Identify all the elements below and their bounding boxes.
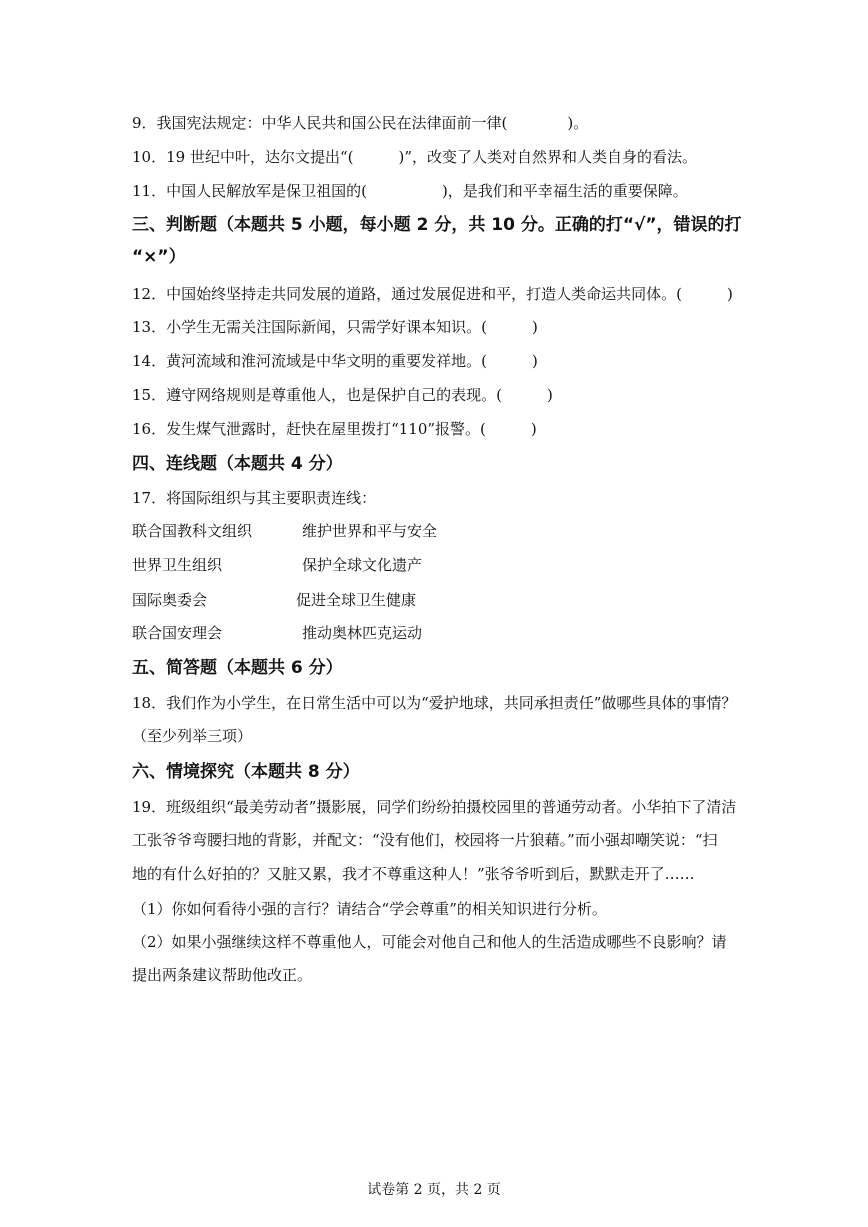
section-6-heading: 六、情境探究（本题共 8 分） (132, 762, 360, 782)
question-19-sub-1: （1）你如何看待小强的言行？请结合“学会尊重”的相关知识进行分析。 (132, 900, 607, 918)
question-9: 9．我国宪法规定：中华人民共和国公民在法律面前一律( )。 (132, 114, 589, 132)
section-3-heading: 三、判断题（本题共 5 小题，每小题 2 分，共 10 分。正确的打“√”，错误的打 (132, 215, 742, 235)
match-right-2: 保护全球文化遗产 (302, 556, 423, 574)
question-17: 17．将国际组织与其主要职责连线： (132, 489, 377, 507)
question-14: 14．黄河流域和淮河流域是中华文明的重要发祥地。( ) (132, 352, 538, 370)
match-right-3: 促进全球卫生健康 (296, 591, 417, 609)
question-19-sub-2: （2）如果小强继续这样不尊重他人，可能会对他自己和他人的生活造成哪些不良影响？请 (132, 933, 727, 951)
question-12: 12．中国始终坚持走共同发展的道路，通过发展促进和平，打造人类命运共同体。( ) (132, 285, 733, 303)
match-right-4: 推动奥林匹克运动 (302, 624, 423, 642)
question-18-note: （至少列举三项） (132, 727, 253, 745)
question-11: 11．中国人民解放军是保卫祖国的( )，是我们和平幸福生活的重要保障。 (132, 182, 688, 200)
question-15: 15．遵守网络规则是尊重他人，也是保护自己的表现。( ) (132, 386, 553, 404)
section-5-heading: 五、简答题（本题共 6 分） (132, 658, 343, 678)
question-13: 13．小学生无需关注国际新闻，只需学好课本知识。( ) (132, 318, 538, 336)
match-left-4: 联合国安理会 (132, 624, 223, 642)
question-16: 16．发生煤气泄露时，赶快在屋里拨打“110”报警。( ) (132, 420, 537, 438)
question-19-line-3: 地的有什么好拍的？又脏又累，我才不尊重这种人！”张爷爷听到后，默默走开了…… (132, 865, 695, 883)
question-19-line-1: 19．班级组织“最美劳动者”摄影展，同学们纷纷拍摄校园里的普通劳动者。小华拍下了清洁 (132, 798, 737, 816)
question-10: 10．19 世纪中叶，达尔文提出“( )”，改变了人类对自然界和人类自身的看法。 (132, 148, 697, 166)
match-left-3: 国际奥委会 (132, 591, 208, 609)
question-19-line-2: 工张爷爷弯腰扫地的背影，并配文：“没有他们，校园将一片狼藉。”而小强却嘲笑说：“扫 (132, 831, 718, 849)
match-left-1: 联合国教科文组织 (132, 522, 253, 540)
section-3-heading-cont: “×”） (132, 247, 186, 267)
section-4-heading: 四、连线题（本题共 4 分） (132, 454, 343, 474)
question-19-sub-2-cont: 提出两条建议帮助他改正。 (132, 966, 313, 984)
match-left-2: 世界卫生组织 (132, 556, 223, 574)
match-right-1: 维护世界和平与安全 (302, 522, 438, 540)
question-18: 18．我们作为小学生，在日常生活中可以为“爱护地球，共同承担责任”做哪些具体的事情？ (132, 694, 737, 712)
page-footer: 试卷第 2 页，共 2 页 (367, 1182, 501, 1198)
